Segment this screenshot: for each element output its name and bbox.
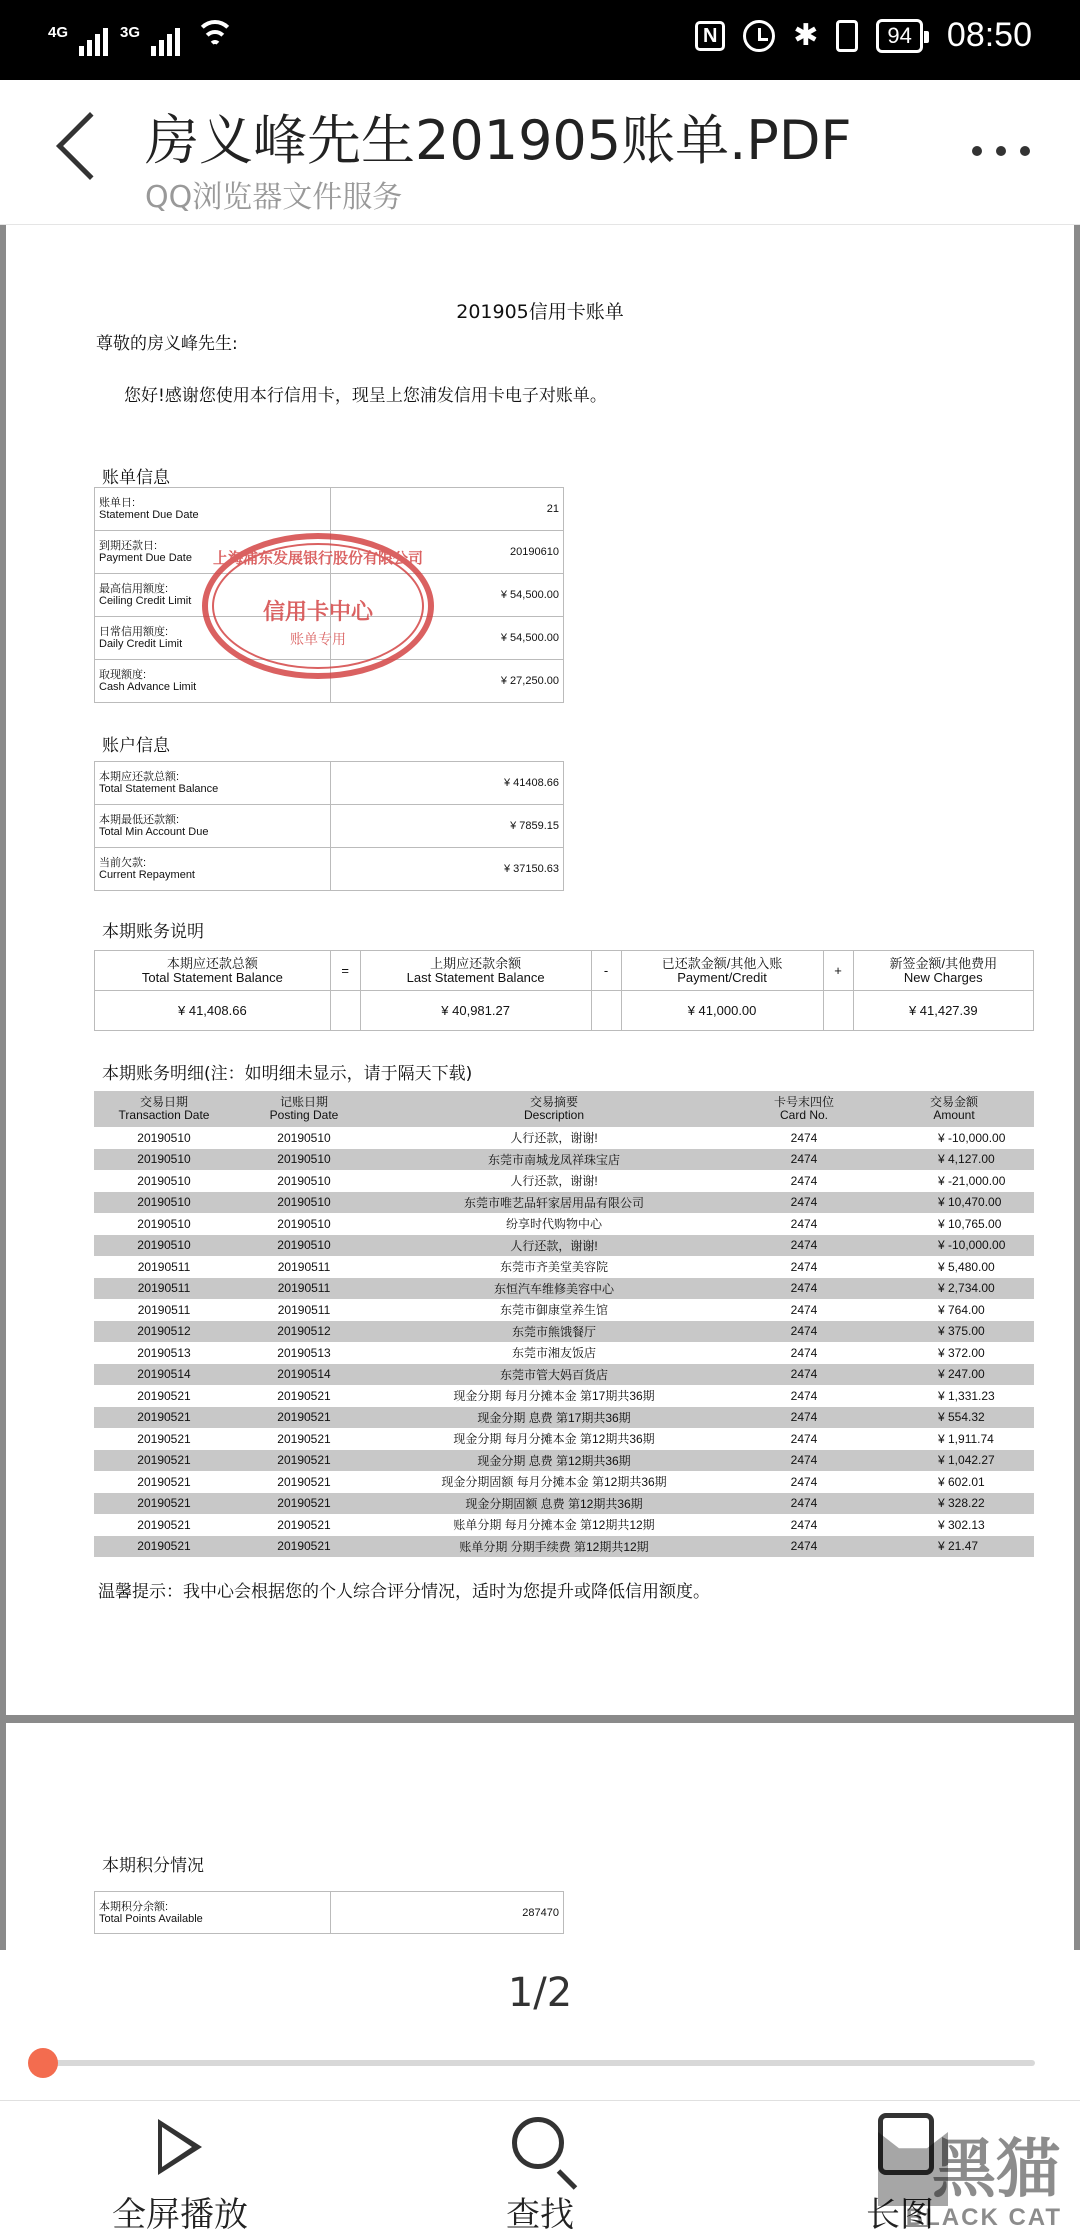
status-right [695, 16, 1032, 55]
summary-label [621, 951, 823, 991]
table-cell: 20190512 [94, 1321, 234, 1343]
summary-label-en: Payment/Credit [677, 969, 767, 985]
table-row [94, 1170, 1034, 1192]
kv-value: ¥ 37150.63 [331, 848, 564, 891]
kv-label-cn: 到期还款日: [99, 540, 158, 552]
summary-table [94, 950, 1034, 1031]
details-column-header [234, 1091, 374, 1127]
table-cell: 2474 [790, 1517, 818, 1532]
kv-label-cn: 本期最低还款额: [99, 814, 180, 826]
table-cell: 20190514 [234, 1364, 374, 1386]
pager-area [0, 1950, 1080, 2100]
table-row [94, 1450, 1034, 1472]
table-cell: 东莞市御康堂养生馆 [499, 1303, 608, 1318]
kv-label-en: Daily Credit Limit [99, 638, 183, 650]
table-row [94, 1536, 1034, 1558]
column-header-en: Description [523, 1108, 585, 1122]
table-row [94, 1149, 1034, 1171]
kv-label-cn: 当前欠款: [99, 857, 147, 869]
details-table [94, 1091, 1034, 1557]
table-cell: 20190510 [234, 1149, 374, 1171]
summary-label-cn: 新签金额/其他费用 [889, 955, 998, 971]
table-cell: ¥ 554.32 [874, 1407, 1034, 1429]
signal1-label: 4G [48, 24, 69, 41]
details-header-row [94, 1091, 1034, 1127]
black-cat-watermark [874, 2118, 1074, 2233]
kv-label-en: Total Min Account Due [99, 826, 209, 838]
summary-operator: - [591, 951, 621, 991]
watermark-cn: 黑猫 [932, 2133, 1060, 2207]
summary-label [853, 951, 1033, 991]
signal-icon-2 [120, 24, 180, 56]
table-cell: 2474 [734, 1407, 874, 1429]
table-cell: 20190510 [94, 1149, 234, 1171]
stamp-ring-text: 上海浦东发展银行股份有限公司 [212, 549, 423, 567]
table-cell: ¥ 2,734.00 [874, 1278, 1034, 1300]
table-cell: 2474 [790, 1173, 818, 1188]
long-image-label: 长图 [866, 2195, 934, 2235]
table-row [94, 1256, 1034, 1278]
kv-label [95, 762, 331, 805]
table-cell: 20190510 [94, 1235, 234, 1257]
column-header-en: Transaction Date [118, 1108, 210, 1122]
table-cell: ¥ 10,470.00 [874, 1192, 1034, 1214]
signal2-label: 3G [120, 24, 141, 41]
table-cell: 2474 [734, 1192, 874, 1214]
table-cell: 账单分期 分期手续费 第12期共12期 [374, 1536, 734, 1558]
summary-label-en: Total Statement Balance [141, 969, 283, 985]
table-cell: 人行还款，谢谢! [374, 1235, 734, 1257]
page-slider-handle[interactable] [28, 2048, 58, 2078]
column-header-cn: 交易金额 [929, 1095, 978, 1109]
account-info-table [94, 761, 564, 891]
summary-label [360, 951, 591, 991]
kv-value: ¥ 27,250.00 [331, 660, 564, 703]
page-slider-track[interactable] [40, 2060, 1035, 2066]
table-row [94, 1364, 1034, 1386]
table-cell: ¥ -10,000.00 [938, 1130, 1006, 1145]
summary-operator-blank [591, 991, 621, 1031]
table-cell: 20190510 [277, 1173, 331, 1188]
table-cell: 2474 [790, 1345, 818, 1360]
page-indicator: 1/2 [507, 1970, 573, 2016]
back-icon[interactable] [56, 112, 124, 180]
kv-label-cn: 取现额度: [99, 669, 147, 681]
kv-label-cn: 日常信用额度: [99, 626, 169, 638]
stamp-sub-text: 账单专用 [290, 632, 346, 648]
table-cell: 现金分期固额 息费 第12期共36期 [374, 1493, 734, 1515]
table-cell: ¥ 5,480.00 [938, 1259, 995, 1274]
details-column-header [734, 1091, 874, 1127]
points-table [94, 1891, 564, 1934]
status-bar [0, 0, 1080, 80]
table-cell: 20190521 [234, 1450, 374, 1472]
details-column-header [374, 1091, 734, 1127]
play-icon [158, 2119, 202, 2175]
table-cell: 20190512 [234, 1321, 374, 1343]
kv-value: 21 [331, 488, 564, 531]
kv-label [95, 488, 331, 531]
table-cell: 20190510 [234, 1192, 374, 1214]
column-header-cn: 交易日期 [139, 1095, 188, 1109]
table-cell: 20190521 [94, 1536, 234, 1558]
table-row [94, 1192, 1034, 1214]
table-cell: ¥ 247.00 [874, 1364, 1034, 1386]
table-cell: 20190511 [277, 1302, 331, 1317]
find-label: 查找 [506, 2195, 574, 2235]
table-cell: 2474 [734, 1450, 874, 1472]
table-row [94, 1235, 1034, 1257]
bill-info-heading: 账单信息 [102, 468, 170, 488]
table-cell: 东莞市管大妈百货店 [374, 1364, 734, 1386]
kv-row [95, 805, 564, 848]
details-heading: 本期账务明细(注：如明细未显示，请于隔天下载) [102, 1064, 473, 1084]
kv-value: ¥ 54,500.00 [331, 617, 564, 660]
table-cell: ¥ 328.22 [874, 1493, 1034, 1515]
summary-operator: = [330, 951, 360, 991]
watermark-en: BLACK CAT [905, 2204, 1062, 2231]
find-button[interactable] [430, 2113, 650, 2236]
table-cell: 东恒汽车维修美容中心 [374, 1278, 734, 1300]
stamp-main-text: 信用卡中心 [262, 600, 373, 625]
search-icon [512, 2117, 564, 2169]
table-cell: 20190511 [277, 1259, 331, 1274]
summary-label-cn: 上期应还款余额 [430, 955, 522, 971]
table-cell: 20190511 [137, 1302, 191, 1317]
kv-label-cn: 账单日: [99, 497, 136, 509]
table-cell: 2474 [734, 1149, 874, 1171]
kv-label-cn: 最高信用额度: [99, 583, 169, 595]
kv-row [95, 488, 564, 531]
kv-row [95, 848, 564, 891]
table-cell: 2474 [790, 1474, 818, 1489]
kv-label-cn: 本期应还款总额: [99, 771, 180, 783]
table-cell: 20190511 [234, 1278, 374, 1300]
fullscreen-play-label: 全屏播放 [112, 2195, 248, 2235]
table-row [94, 1127, 1034, 1149]
app-header [0, 80, 1080, 225]
table-row [94, 1342, 1034, 1364]
account-info-heading: 账户信息 [102, 736, 170, 756]
battery-icon: 94 [876, 19, 922, 53]
column-header-en: Posting Date [269, 1108, 339, 1122]
table-cell: ¥ 372.00 [938, 1345, 985, 1360]
fullscreen-play-button[interactable] [70, 2113, 290, 2236]
table-row [94, 1428, 1034, 1450]
column-header-en: Card No. [779, 1108, 829, 1122]
table-cell: 现金分期 息费 第12期共36期 [374, 1450, 734, 1472]
summary-value: ¥ 41,000.00 [621, 991, 823, 1031]
kv-row [95, 762, 564, 805]
table-cell: 2474 [790, 1431, 818, 1446]
pdf-viewer[interactable] [0, 225, 1080, 1950]
table-row [94, 1471, 1034, 1493]
table-cell: 东莞市湘友饭店 [511, 1346, 596, 1361]
bluetooth-icon: ✱ [793, 18, 819, 52]
summary-label-cn: 本期应还款总额 [166, 955, 258, 971]
kv-label-en: Ceiling Credit Limit [99, 595, 192, 607]
table-cell: 2474 [734, 1235, 874, 1257]
table-cell: 2474 [734, 1493, 874, 1515]
table-cell: 东莞市熊饿餐厅 [374, 1321, 734, 1343]
table-cell: ¥ 1,042.27 [874, 1450, 1034, 1472]
table-cell: 2474 [790, 1302, 818, 1317]
points-value: 287470 [331, 1892, 564, 1934]
table-cell: 20190521 [137, 1388, 191, 1403]
table-cell: 现金分期固额 每月分摊本金 第12期共36期 [441, 1475, 667, 1490]
table-cell: 2474 [734, 1364, 874, 1386]
table-cell: ¥ 10,765.00 [938, 1216, 1002, 1231]
summary-label [95, 951, 331, 991]
table-cell: ¥ 764.00 [938, 1302, 985, 1317]
table-cell: 现金分期 每月分摊本金 第12期共36期 [453, 1432, 655, 1447]
table-row [94, 1385, 1034, 1407]
document-title: 201905信用卡账单 [456, 301, 624, 323]
kv-value: 20190610 [331, 531, 564, 574]
table-cell: 20190521 [234, 1493, 374, 1515]
signal-icon [48, 24, 108, 56]
table-cell: 20190521 [94, 1450, 234, 1472]
table-row [94, 1407, 1034, 1429]
table-cell: 2474 [734, 1278, 874, 1300]
kv-value: ¥ 54,500.00 [331, 574, 564, 617]
wifi-icon [194, 18, 236, 56]
table-cell: 20190521 [234, 1407, 374, 1429]
table-cell: 20190510 [94, 1192, 234, 1214]
table-cell: 20190521 [94, 1493, 234, 1515]
nfc-icon: N [695, 21, 725, 51]
table-cell: ¥ 1,911.74 [938, 1431, 994, 1446]
column-header-en: Amount [933, 1108, 975, 1122]
table-cell: 20190514 [94, 1364, 234, 1386]
table-cell: 东莞市南城龙凤祥珠宝店 [374, 1149, 734, 1171]
table-cell: ¥ 602.01 [938, 1474, 985, 1489]
kv-label [95, 805, 331, 848]
table-cell: 2474 [790, 1259, 818, 1274]
table-cell: 20190521 [277, 1517, 331, 1532]
table-row [94, 1321, 1034, 1343]
vibrate-icon [836, 20, 858, 52]
kv-value: ¥ 7859.15 [331, 805, 564, 848]
kv-label-en: Statement Due Date [99, 509, 199, 521]
file-title: 房义峰先生201905账单.PDF [145, 109, 852, 172]
summary-operator: + [823, 951, 853, 991]
table-cell: 纷享时代购物中心 [505, 1217, 602, 1232]
summary-label-cn: 已还款金额/其他入账 [661, 955, 783, 971]
table-cell: 20190510 [137, 1173, 191, 1188]
intro-text: 您好!感谢您使用本行信用卡，现呈上您浦发信用卡电子对账单。 [124, 386, 607, 406]
alarm-icon [743, 20, 775, 52]
table-cell: 20190521 [137, 1431, 191, 1446]
summary-value: ¥ 41,427.39 [853, 991, 1033, 1031]
greeting: 尊敬的房义峰先生: [96, 334, 238, 354]
bank-stamp [202, 533, 434, 679]
table-row [94, 1514, 1034, 1536]
summary-value: ¥ 40,981.27 [360, 991, 591, 1031]
summary-label-en: New Charges [903, 969, 983, 985]
summary-operator-blank [823, 991, 853, 1031]
kv-label [95, 848, 331, 891]
table-cell: 20190511 [137, 1259, 191, 1274]
details-column-header [94, 1091, 234, 1127]
table-cell: ¥ 4,127.00 [874, 1149, 1034, 1171]
table-cell: ¥ -10,000.00 [874, 1235, 1034, 1257]
table-cell: 人行还款，谢谢! [510, 1174, 598, 1189]
pdf-page-2 [6, 1723, 1074, 1950]
table-cell: ¥ 21.47 [874, 1536, 1034, 1558]
table-cell: 20190510 [137, 1130, 191, 1145]
table-cell: 2474 [734, 1536, 874, 1558]
tip-text: 温馨提示：我中心会根据您的个人综合评分情况，适时为您提升或降低信用额度。 [98, 1582, 710, 1602]
summary-heading: 本期账务说明 [102, 922, 204, 942]
table-row [94, 1278, 1034, 1300]
table-cell: 20190511 [94, 1278, 234, 1300]
table-cell: 20190521 [277, 1474, 331, 1489]
points-label: 本期积分余额: Total Points Available [95, 1892, 331, 1934]
summary-value: ¥ 41,408.66 [95, 991, 331, 1031]
table-cell: 20190521 [94, 1407, 234, 1429]
table-cell: 20190521 [277, 1431, 331, 1446]
table-cell: 2474 [790, 1216, 818, 1231]
table-cell: 20190510 [137, 1216, 191, 1231]
table-cell: 20190513 [277, 1345, 331, 1360]
table-row [94, 1213, 1034, 1235]
more-options-icon[interactable] [972, 146, 1030, 156]
table-cell: 20190513 [137, 1345, 191, 1360]
status-left [50, 18, 236, 56]
table-cell: 2474 [790, 1388, 818, 1403]
table-cell: ¥ -21,000.00 [938, 1173, 1006, 1188]
table-cell: 账单分期 每月分摊本金 第12期共12期 [453, 1518, 655, 1533]
table-cell: ¥ 375.00 [874, 1321, 1034, 1343]
table-cell: 2474 [734, 1321, 874, 1343]
table-cell: 20190521 [137, 1517, 191, 1532]
summary-operator-blank [330, 991, 360, 1031]
pdf-page-1 [6, 225, 1074, 1715]
file-subtitle: QQ浏览器文件服务 [145, 180, 403, 215]
kv-value: ¥ 41408.66 [331, 762, 564, 805]
table-cell: 20190521 [234, 1536, 374, 1558]
table-row [94, 1493, 1034, 1515]
table-cell: 现金分期 息费 第17期共36期 [374, 1407, 734, 1429]
column-header-cn: 卡号末四位 [773, 1095, 834, 1109]
table-cell: 东莞市唯艺品轩家居用品有限公司 [374, 1192, 734, 1214]
column-header-cn: 交易摘要 [529, 1095, 578, 1109]
table-cell: 20190510 [234, 1235, 374, 1257]
table-cell: ¥ 1,331.23 [938, 1388, 995, 1403]
kv-label-en: Payment Due Date [99, 552, 192, 564]
summary-label-en: Last Statement Balance [406, 969, 545, 985]
column-header-cn: 记账日期 [279, 1095, 328, 1109]
table-cell: 20190510 [277, 1130, 331, 1145]
points-heading: 本期积分情况 [102, 1856, 204, 1876]
table-cell: 东莞市齐美堂美容院 [499, 1260, 608, 1275]
table-row [94, 1299, 1034, 1321]
table-cell: 20190510 [277, 1216, 331, 1231]
kv-label-en: Total Statement Balance [99, 783, 219, 795]
clock: 08:50 [946, 16, 1032, 54]
table-cell: 20190521 [137, 1474, 191, 1489]
kv-label-en: Current Repayment [99, 869, 195, 881]
table-cell: ¥ 302.13 [938, 1517, 985, 1532]
table-cell: 2474 [790, 1130, 818, 1145]
table-cell: 现金分期 每月分摊本金 第17期共36期 [453, 1389, 655, 1404]
details-column-header [874, 1091, 1034, 1127]
table-cell: 20190521 [277, 1388, 331, 1403]
kv-label-en: Cash Advance Limit [99, 681, 197, 693]
table-cell: 人行还款，谢谢! [510, 1131, 598, 1146]
